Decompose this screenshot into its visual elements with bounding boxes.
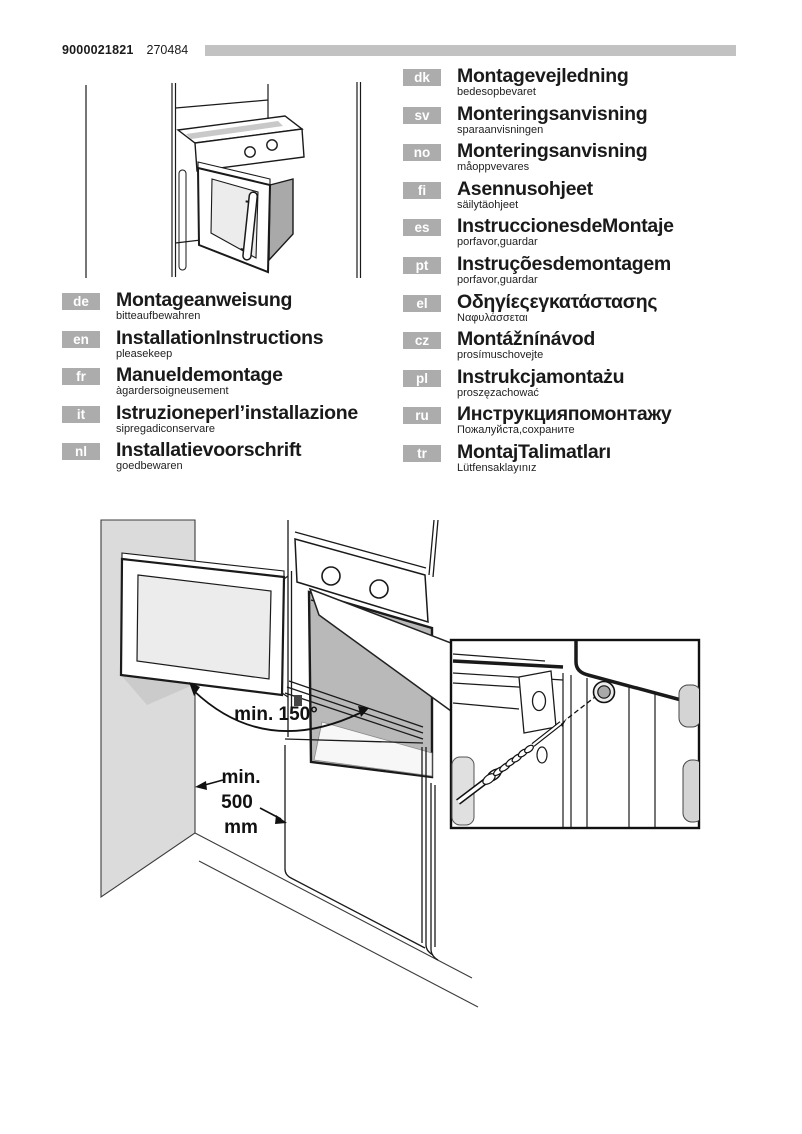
language-row-it	[62, 403, 358, 441]
min-angle-label: min. 150°	[234, 704, 318, 725]
screw-hole	[594, 682, 615, 703]
language-row-en	[62, 328, 358, 366]
header-divider-bar	[205, 45, 736, 56]
min-distance-line2: 500	[221, 792, 253, 813]
print-code: 270484	[146, 43, 189, 57]
language-badge-sv: sv	[403, 107, 441, 124]
language-title: Οδηγίεςεγκατάστασης	[457, 290, 658, 313]
language-title: Manueldemontage	[116, 364, 283, 387]
language-subtitle: Ναφυλάσσεται	[457, 311, 528, 324]
language-subtitle: sparaanvisningen	[457, 123, 544, 136]
language-badge-dk: dk	[403, 69, 441, 86]
language-subtitle: Lütfensaklayınız	[457, 461, 537, 474]
language-row-pt	[403, 254, 674, 292]
language-subtitle: pleasekeep	[116, 347, 173, 360]
min-distance-line3: mm	[224, 817, 258, 838]
language-title: MontajTalimatları	[457, 440, 611, 463]
language-row-es	[403, 216, 674, 254]
language-badge-pl: pl	[403, 370, 441, 387]
language-title: Montagevejledning	[457, 65, 629, 87]
language-row-el	[403, 292, 674, 330]
language-badge-en: en	[62, 331, 100, 348]
language-subtitle: prosímuschovejte	[457, 349, 544, 362]
language-subtitle: måoppvevares	[457, 161, 530, 174]
language-badge-es: es	[403, 219, 441, 236]
language-subtitle: proszęzachować	[457, 386, 539, 399]
language-subtitle: Пожалуйста,сохраните	[457, 424, 575, 437]
language-title: Istruzioneperl’installazione	[116, 401, 358, 424]
language-row-tr	[403, 442, 674, 480]
language-badge-cz: cz	[403, 332, 441, 349]
language-title: InstruccionesdeMontaje	[457, 215, 674, 238]
language-badge-it: it	[62, 406, 100, 423]
language-title: Monteringsanvisning	[457, 140, 648, 163]
document-header	[62, 43, 188, 57]
distance-annotation	[195, 767, 287, 838]
language-subtitle: bedesopbevaret	[457, 86, 536, 98]
min-distance-line1: min.	[221, 767, 261, 788]
language-subtitle: bitteaufbewahren	[116, 310, 201, 322]
oven-door-open	[121, 553, 288, 705]
language-badge-el: el	[403, 295, 441, 312]
language-row-dk	[403, 66, 674, 104]
language-subtitle: àgardersoigneusement	[116, 385, 229, 398]
oven-door-open	[198, 162, 270, 272]
language-subtitle: säilytäohjeet	[457, 198, 519, 211]
language-badge-nl: nl	[62, 443, 100, 460]
language-badge-fi: fi	[403, 182, 441, 199]
language-title: Asennusohjeet	[457, 177, 593, 200]
language-title: Monteringsanvisning	[457, 102, 648, 125]
language-title: InstallationInstructions	[116, 326, 324, 349]
language-subtitle: sipregadiconservare	[116, 422, 216, 435]
language-title: Installatievoorschrift	[116, 439, 302, 462]
language-title: Instruçõesdemontagem	[457, 252, 671, 275]
language-row-fr	[62, 365, 358, 403]
language-subtitle: porfavor,guardar	[457, 273, 538, 286]
language-subtitle: goedbewaren	[116, 460, 183, 473]
language-list-left	[62, 290, 358, 478]
language-title: Instrukcjamontażu	[457, 365, 625, 388]
language-subtitle: porfavor,guardar	[457, 236, 538, 249]
language-row-pl	[403, 367, 674, 405]
language-row-no	[403, 141, 674, 179]
oven-cabinet-figure	[80, 82, 390, 290]
language-row-ru	[403, 404, 674, 442]
installation-figure	[95, 515, 707, 1020]
language-badge-fr: fr	[62, 368, 100, 385]
language-badge-tr: tr	[403, 445, 441, 462]
language-badge-pt: pt	[403, 257, 441, 274]
language-title: Montageanweisung	[116, 289, 293, 311]
language-badge-ru: ru	[403, 407, 441, 424]
cabinet	[285, 520, 438, 960]
language-row-de	[62, 290, 358, 328]
language-badge-no: no	[403, 144, 441, 161]
language-row-sv	[403, 104, 674, 142]
language-title: Montážnínávod	[457, 328, 596, 351]
language-row-fi	[403, 179, 674, 217]
language-badge-de: de	[62, 293, 100, 310]
language-list-right	[403, 66, 674, 480]
document-number: 9000021821	[62, 43, 134, 57]
language-row-nl	[62, 440, 358, 478]
arrowhead-left	[195, 781, 207, 790]
language-title: Инструкцияпомонтажу	[457, 403, 672, 426]
language-row-cz	[403, 329, 674, 367]
detail-inset	[451, 640, 703, 828]
